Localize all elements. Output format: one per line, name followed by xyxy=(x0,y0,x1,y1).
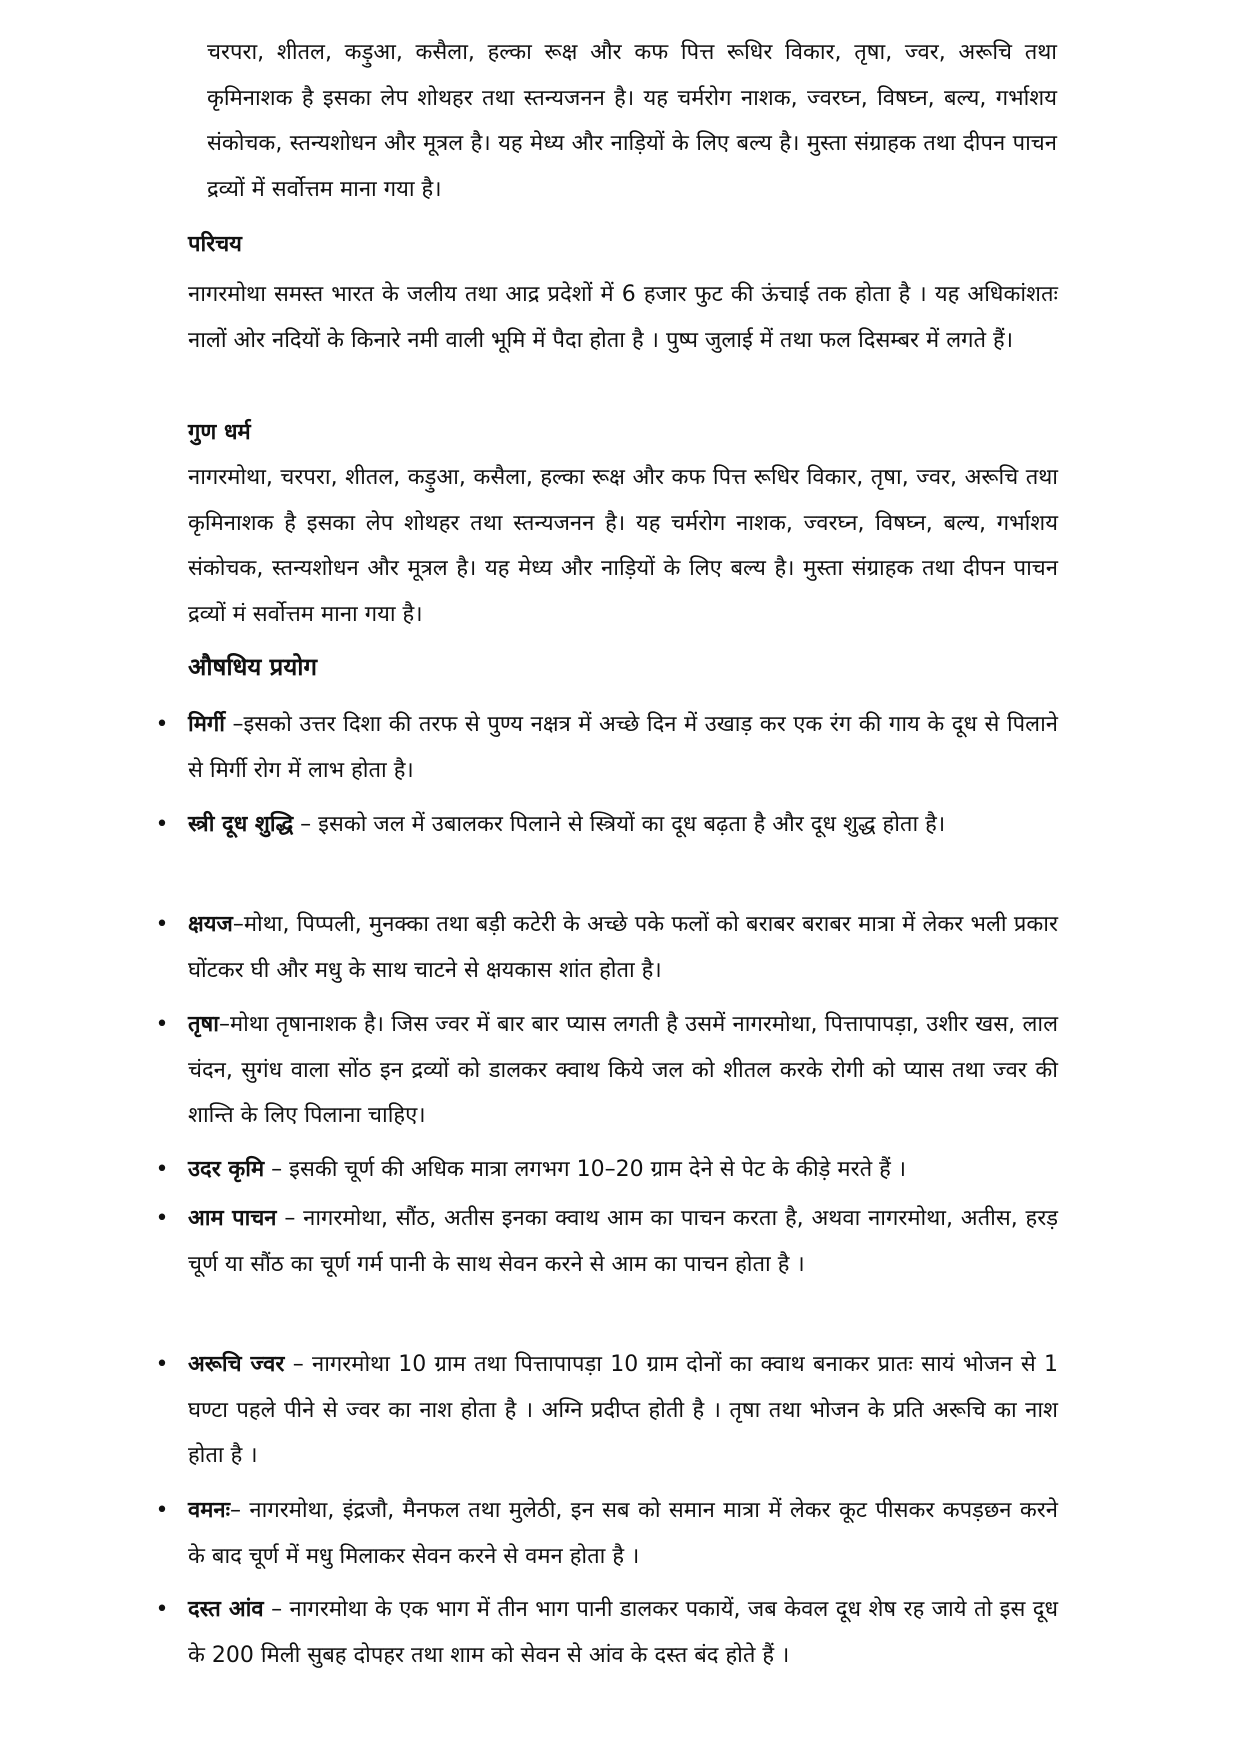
item-text: –मोथा तृषानाशक है। जिस ज्वर में बार बार प्यास लगती है उसमें नागरमोथा, पित्तापापड़ा, उशीर खस, लाल चंदन, सुगंध वाला सोंठ इन द्रव्यों को डालकर क्वाथ किये जल को शीतल करके रोगी को प्यास तथा ज्वर की शान्ति के लिए पिलाना चाहिए। xyxy=(188,1012,1058,1128)
list-item xyxy=(155,902,1058,993)
item-term: अरूचि ज्वर xyxy=(188,1352,285,1377)
item-term: तृषा xyxy=(188,1012,219,1037)
item-term: क्षयज xyxy=(188,912,233,937)
item-term: स्त्री दूध शुद्धि xyxy=(188,812,294,837)
section-heading-parichay: परिचय xyxy=(188,232,242,257)
bullet-icon: • xyxy=(155,1206,169,1231)
list-item xyxy=(155,1147,1058,1193)
list-item xyxy=(155,1342,1059,1479)
item-text: – इसको जल में उबालकर पिलाने से स्त्रियों का दूध बढ़ता है और दूध शुद्ध होता है। xyxy=(293,812,946,837)
item-text: –मोथा, पिप्पली, मुनक्का तथा बड़ी कटेरी के अच्छे पके फलों को बराबर बराबर मात्रा में लेकर भली प्रकार घोंटकर घी और मधु के साथ चाटने से क्षयकास शांत होता है। xyxy=(188,912,1058,983)
bullet-icon: • xyxy=(155,1012,169,1037)
bullet-icon: • xyxy=(155,912,169,937)
item-text: – नागरमोथा के एक भाग में तीन भाग पानी डालकर पकायें, जब केवल दूध शेष रह जाये तो इस दूध के 200 मिली सुबह दोपहर तथा शाम को सेवन से आंव के दस्त बंद होते हैं । xyxy=(188,1597,1058,1668)
bullet-icon: • xyxy=(155,1498,169,1523)
item-text: – नागरमोथा 10 ग्राम तथा पित्तापापड़ा 10 ग्राम दोनों का क्वाथ बनाकर प्रातः सायं भोजन से 1 घण्टा पहले पीने से ज्वर का नाश होता है । अग्नि प्रदीप्त होती है । तृषा तथा भोजन के प्रति अरूचि का नाश होता है । xyxy=(188,1352,1059,1468)
item-term: मिर्गी xyxy=(188,712,225,737)
section-heading-gun-dharm: गुण धर्म xyxy=(188,420,251,445)
parichay-paragraph: नागरमोथा समस्त भारत के जलीय तथा आद्र प्रदेशों में 6 हजार फुट की ऊंचाई तक होता है । यह अधिकांशतः नालों ओर नदियों के किनारे नमी वाली भूमि में पैदा होता है । पुष्प जुलाई में तथा फल दिसम्बर में लगते हैं। xyxy=(188,282,1058,353)
gun-dharm-paragraph: नागरमोथा, चरपरा, शीतल, कड़ुआ, कसैला, हल्का रूक्ष और कफ पित्त रूधिर विकार, तृषा, ज्वर, अरूचि तथा कृमिनाशक है इसका लेप शोथहर तथा स्तन्यजनन है। यह चर्मरोग नाशक, ज्वरघ्न, विषघ्न, बल्य, गर्भाशय संकोचक, स्तन्यशोधन और मूत्रल है। यह मेध्य और नाड़ियों के लिए बल्य है। मुस्ता संग्राहक तथा दीपन पाचन द्रव्यों मं सर्वोत्तम माना गया है। xyxy=(188,465,1058,627)
list-item xyxy=(155,802,1058,848)
item-term: दस्त आंव xyxy=(188,1597,264,1622)
bullet-icon: • xyxy=(155,812,169,837)
item-text: –इसको उत्तर दिशा की तरफ से पुण्य नक्षत्र में अच्छे दिन में उखाड़ कर एक रंग की गाय के दूध से पिलाने से मिर्गी रोग में लाभ होता है। xyxy=(188,712,1058,783)
item-text: – नागरमोथा, सौंठ, अतीस इनका क्वाथ आम का पाचन करता है, अथवा नागरमोथा, अतीस, हरड़ चूर्ण या सौंठ का चूर्ण गर्म पानी के साथ सेवन करने से आम का पाचन होता है । xyxy=(188,1206,1058,1277)
list-item xyxy=(155,1587,1058,1678)
bullet-icon: • xyxy=(155,1597,169,1622)
list-item xyxy=(155,1488,1058,1579)
section-heading-aushadhiya-prayog: औषधिय प्रयोग xyxy=(188,653,317,681)
bullet-icon: • xyxy=(155,712,169,737)
list-item xyxy=(155,1002,1058,1139)
bullet-icon: • xyxy=(155,1157,169,1182)
item-text: – इसकी चूर्ण की अधिक मात्रा लगभग 10–20 ग्राम देने से पेट के कीड़े मरते हैं । xyxy=(264,1157,907,1182)
intro-paragraph: चरपरा, शीतल, कड़ुआ, कसैला, हल्का रूक्ष और कफ पित्त रूधिर विकार, तृषा, ज्वर, अरूचि तथा कृमिनाशक है इसका लेप शोथहर तथा स्तन्यजनन है। यह चर्मरोग नाशक, ज्वरघ्न, विषघ्न, बल्य, गर्भाशय संकोचक, स्तन्यशोधन और मूत्रल है। यह मेध्य और नाड़ियों के लिए बल्य है। मुस्ता संग्राहक तथा दीपन पाचन द्रव्यों में सर्वोत्तम माना गया है। xyxy=(207,40,1057,202)
item-term: आम पाचन xyxy=(188,1206,277,1231)
bullet-icon: • xyxy=(155,1352,169,1377)
item-text: – नागरमोथा, इंद्रजौ, मैनफल तथा मुलेठी, इन सब को समान मात्रा में लेकर कूट पीसकर कपड़छन करने के बाद चूर्ण में मधु मिलाकर सेवन करने से वमन होता है । xyxy=(188,1498,1058,1569)
item-term: वमनः xyxy=(188,1498,231,1523)
item-term: उदर कृमि xyxy=(188,1157,265,1182)
list-item xyxy=(155,702,1058,793)
list-item xyxy=(155,1196,1058,1287)
